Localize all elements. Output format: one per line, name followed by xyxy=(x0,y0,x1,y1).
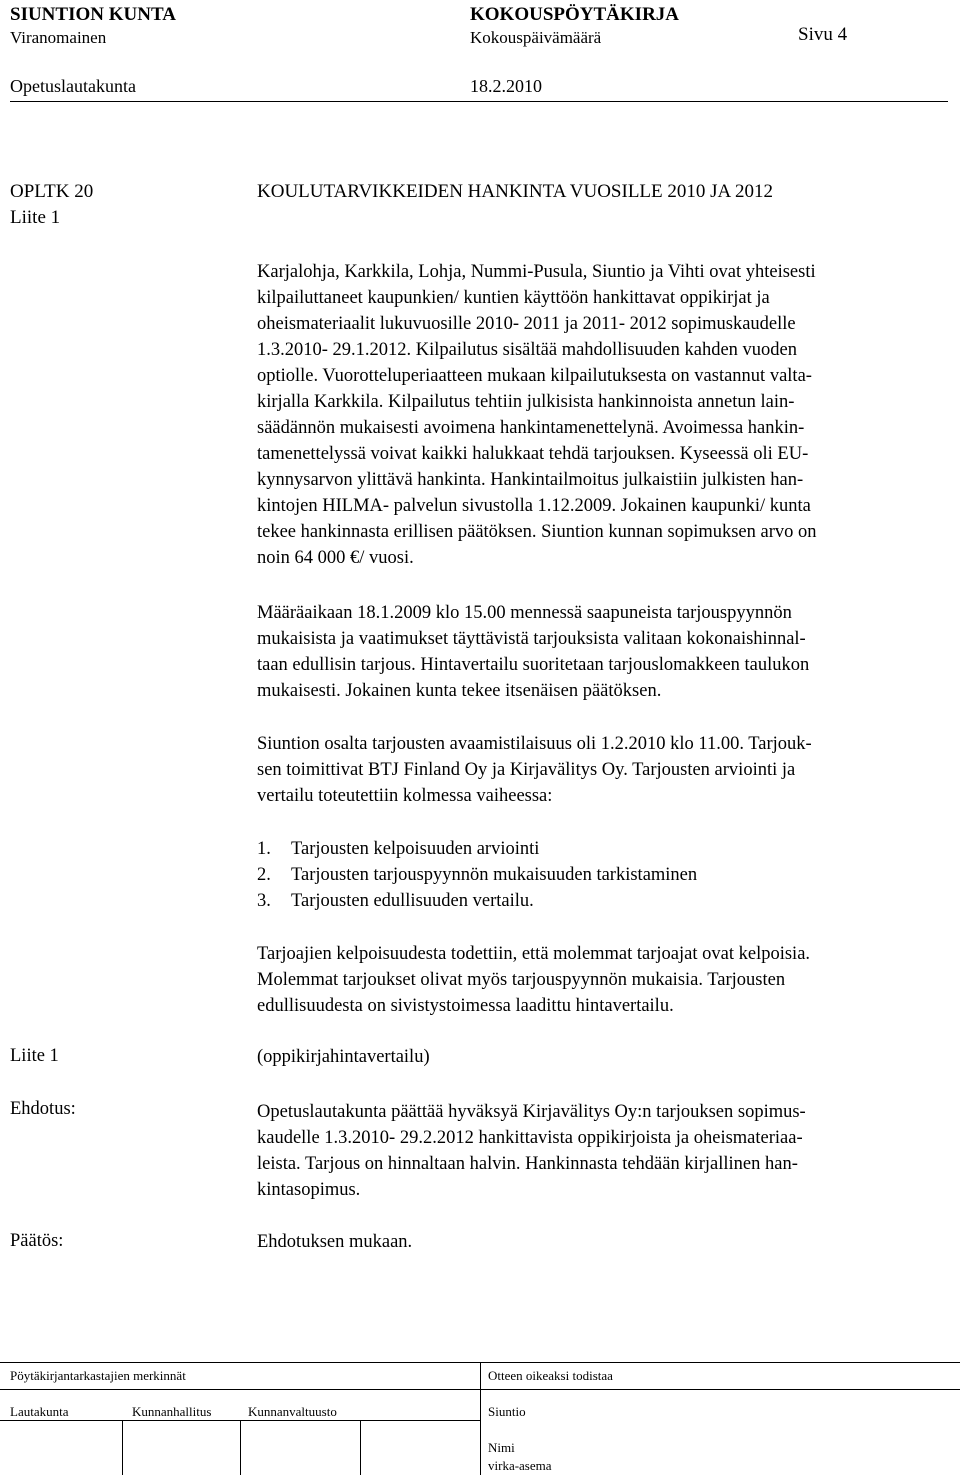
text-line: säädännön mukaisesti avoimena hankintamenettelynä. Avoimessa hankin- xyxy=(257,418,805,438)
text-line: kintojen HILMA- palvelun sivustolla 1.12.2009. Jokainen kaupunki/ kunta xyxy=(257,496,811,516)
attachment-label: Liite 1 xyxy=(10,1046,59,1066)
text-line: 1.3.2010- 29.1.2012. Kilpailutus sisältää mahdollisuuden kahden vuoden xyxy=(257,340,798,360)
decision-label: Päätös: xyxy=(10,1231,64,1251)
footer-title-label: virka-asema xyxy=(488,1458,552,1473)
evaluation-steps xyxy=(257,836,947,914)
document-type: KOKOUSPÖYTÄKIRJA xyxy=(470,4,680,25)
text-line: (oppikirjahintavertailu) xyxy=(257,1047,430,1067)
text-line: Siuntion osalta tarjousten avaamistilaisuus oli 1.2.2010 klo 11.00. Tarjouk- xyxy=(257,734,812,754)
page-number: Sivu 4 xyxy=(798,24,848,45)
paragraph-opening xyxy=(257,731,947,809)
text-line: Molemmat tarjoukset olivat myös tarjouspyynnön mukaisia. Tarjousten xyxy=(257,970,786,990)
footer-council: Kunnanvaltuusto xyxy=(248,1404,337,1419)
authority-label: Viranomainen xyxy=(10,28,107,47)
footer-center-divider xyxy=(480,1362,481,1475)
text-line: leista. Tarjous on hinnaltaan halvin. Hankinnasta tehdään kirjallinen han- xyxy=(257,1154,798,1174)
footer-board: Lautakunta xyxy=(10,1404,69,1419)
meeting-date-label: Kokouspäivämäärä xyxy=(470,28,602,47)
section-code: OPLTK 20 xyxy=(10,181,94,202)
text-line: kirjalla Karkkila. Kilpailutus tehtiin julkisista hankinnoista annetun lain- xyxy=(257,392,795,412)
footer-col-divider xyxy=(360,1420,361,1475)
municipality-name: SIUNTION KUNTA xyxy=(10,4,176,25)
list-item xyxy=(257,888,947,914)
text-line: optiolle. Vuorotteluperiaatteen mukaan kilpailutuksesta on vastannut valta- xyxy=(257,366,812,386)
step-text: Tarjousten edullisuuden vertailu. xyxy=(291,891,534,911)
meeting-date: 18.2.2010 xyxy=(470,76,542,96)
paragraph-evaluation xyxy=(257,941,947,1019)
footer-col-divider xyxy=(240,1420,241,1475)
text-line: kilpailuttaneet kaupunkien/ kuntien käyttöön hankittavat oppikirjat ja xyxy=(257,288,770,308)
header-divider xyxy=(10,101,948,102)
attachment-text xyxy=(257,1046,947,1068)
text-line: noin 64 000 €/ vuosi. xyxy=(257,548,414,568)
step-number: 3. xyxy=(257,891,271,911)
step-text: Tarjousten tarjouspyynnön mukaisuuden tarkistaminen xyxy=(291,865,698,885)
footer-executive: Kunnanhallitus xyxy=(132,1404,212,1419)
text-line: tekee hankinnasta erillisen päätöksen. Siuntion kunnan sopimuksen arvo on xyxy=(257,522,817,542)
text-line: Määräaikaan 18.1.2009 klo 15.00 mennessä saapuneista tarjouspyynnön xyxy=(257,603,792,623)
text-line: edullisuudesta on sivistystoimessa laadittu hintavertailu. xyxy=(257,996,674,1016)
section-attachment: Liite 1 xyxy=(10,207,61,228)
paragraph-background xyxy=(257,259,947,571)
text-line: kintasopimus. xyxy=(257,1180,361,1200)
text-line: kynnysarvon ylittävä hankinta. Hankintailmoitus julkaistiin julkisten han- xyxy=(257,470,804,490)
step-number: 2. xyxy=(257,865,271,885)
footer-signature-rule xyxy=(0,1420,480,1421)
text-line: mukaisesti. Jokainen kunta tekee itsenäisen päätöksen. xyxy=(257,681,662,701)
proposal-label: Ehdotus: xyxy=(10,1099,76,1119)
step-number: 1. xyxy=(257,839,271,859)
text-line: Ehdotuksen mukaan. xyxy=(257,1232,413,1252)
text-line: oheismateriaalit lukuvuosille 2010- 2011 ja 2011- 2012 sopimuskaudelle xyxy=(257,314,796,334)
text-line: taan edullisin tarjous. Hintavertailu suoritetaan tarjouslomakkeen taulukon xyxy=(257,655,810,675)
certified-label: Otteen oikeaksi todistaa xyxy=(488,1368,613,1383)
text-line: vertailu toteutettiin kolmessa vaiheessa: xyxy=(257,786,553,806)
decision-text xyxy=(257,1231,947,1253)
footer-name-label: Nimi xyxy=(488,1440,515,1455)
text-line: sen toimittivat BTJ Finland Oy ja Kirjavälitys Oy. Tarjousten arviointi ja xyxy=(257,760,796,780)
list-item xyxy=(257,862,947,888)
list-item xyxy=(257,836,947,862)
text-line: tamenettelyssä voivat kaikki halukkaat tehdä tarjouksen. Kyseessä oli EU- xyxy=(257,444,809,464)
text-line: Tarjoajien kelpoisuudesta todettiin, että molemmat tarjoajat ovat kelpoisia. xyxy=(257,944,811,964)
text-line: Karjalohja, Karkkila, Lohja, Nummi-Pusula, Siuntio ja Vihti ovat yhteisesti xyxy=(257,262,816,282)
authority-name: Opetuslautakunta xyxy=(10,76,136,96)
reviewers-label: Pöytäkirjantarkastajien merkinnät xyxy=(10,1368,186,1383)
text-line: mukaisista ja vaatimukset täyttävistä tarjouksista valitaan kokonaishinnal- xyxy=(257,629,806,649)
step-text: Tarjousten kelpoisuuden arviointi xyxy=(291,839,540,859)
text-line: kaudelle 1.3.2010- 29.2.2012 hankittavista oppikirjoista ja oheismateriaa- xyxy=(257,1128,803,1148)
section-title: KOULUTARVIKKEIDEN HANKINTA VUOSILLE 2010 JA 2012 xyxy=(257,181,773,202)
footer-place: Siuntio xyxy=(488,1404,526,1419)
proposal-text xyxy=(257,1099,947,1203)
footer-col-divider xyxy=(122,1420,123,1475)
text-line: Opetuslautakunta päättää hyväksyä Kirjavälitys Oy:n tarjouksen sopimus- xyxy=(257,1102,806,1122)
paragraph-deadline xyxy=(257,600,947,704)
